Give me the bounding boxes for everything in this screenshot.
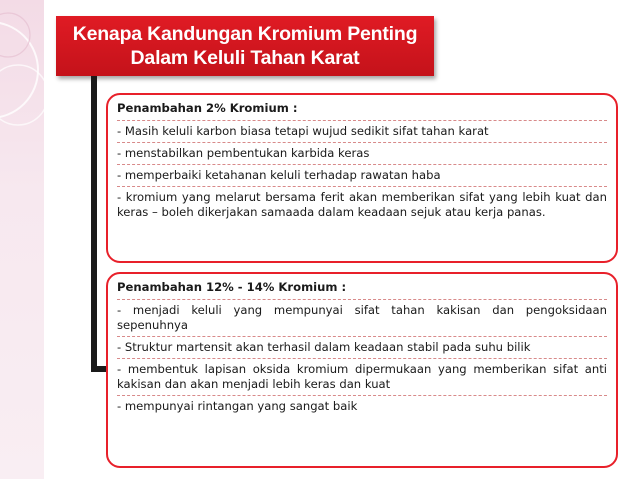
- decorative-side-strip: [0, 0, 44, 479]
- decorative-circles: [0, 0, 44, 479]
- list-item: - kromium yang melarut bersama ferit akan memberikan sifat yang lebih kuat dan keras – boleh dikerjakan samaada dalam keadaan sejuk atau kerja panas.: [117, 186, 607, 223]
- slide-title: [56, 16, 434, 76]
- title-line-1: Kenapa Kandungan Kromium Penting: [72, 23, 418, 45]
- panel-heading: Penambahan 2% Kromium :: [117, 101, 298, 115]
- list-item: - mempunyai rintangan yang sangat baik: [117, 395, 607, 417]
- list-item: - menstabilkan pembentukan karbida keras: [117, 142, 607, 164]
- panel-12-14-percent-chromium: [106, 272, 618, 468]
- list-item: - Masih keluli karbon biasa tetapi wujud sedikit sifat tahan karat: [117, 120, 607, 142]
- title-line-2: Dalam Keluli Tahan Karat: [130, 47, 360, 69]
- list-item: - menjadi keluli yang mempunyai sifat tahan kakisan dan pengoksidaan sepenuhnya: [117, 299, 607, 336]
- panel-2-percent-chromium: [106, 93, 618, 263]
- connector-line-vertical: [91, 76, 97, 372]
- panel-heading: Penambahan 12% - 14% Kromium :: [117, 280, 347, 294]
- list-item: - Struktur martensit akan terhasil dalam keadaan stabil pada suhu bilik: [117, 336, 607, 358]
- list-item: - membentuk lapisan oksida kromium dipermukaan yang memberikan sifat anti kakisan dan akan menjadi lebih keras dan kuat: [117, 358, 607, 395]
- list-item: - memperbaiki ketahanan keluli terhadap rawatan haba: [117, 164, 607, 186]
